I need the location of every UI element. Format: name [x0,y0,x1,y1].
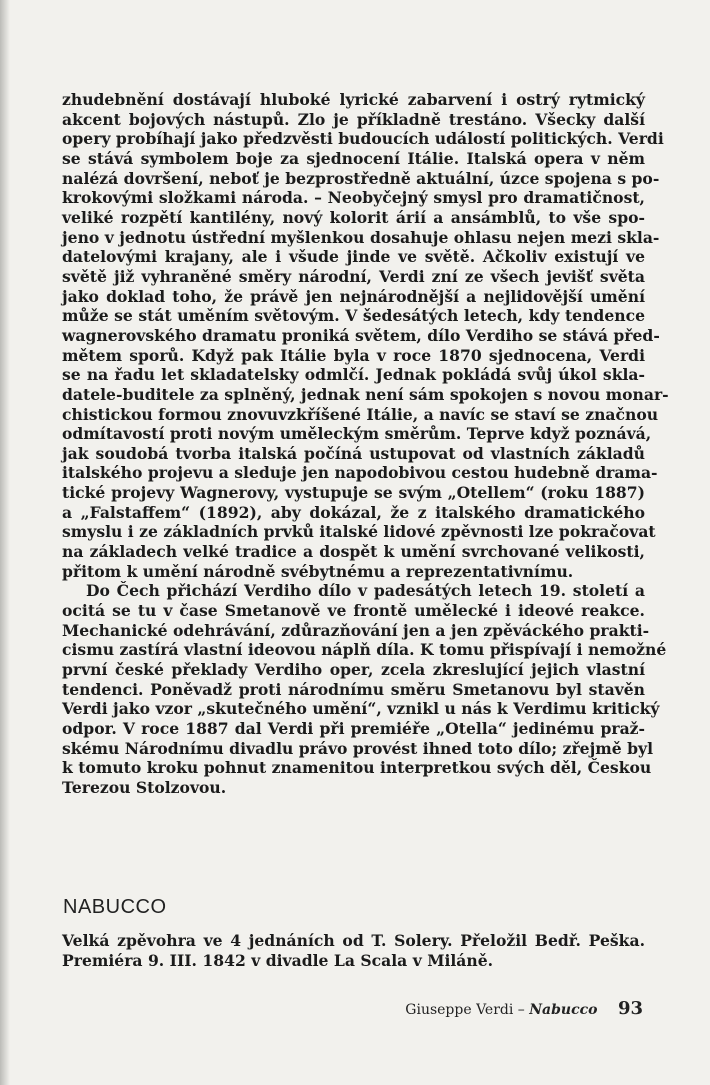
text-line: cismu zastírá vlastní ideovou náplň díla. K tomu přispívají i nemožné [62,640,667,660]
work-info-line: Premiéra 9. III. 1842 v divadle La Scala v Miláně. [62,951,494,970]
text-line: krokovými složkami národa. – Neobyčejný smysl pro dramatičnost, [62,188,645,208]
footer-separator: – [517,1002,525,1018]
text-line: zhudebnění dostávají hluboké lyrické zabarvení i ostrý rytmický [62,90,645,109]
text-line: datele-buditele za splněný, jednak není sám spokojen s novou monar- [62,384,669,404]
text-line: odpor. V roce 1887 dal Verdi při premiéře „Otella“ jedinému praž- [62,719,645,738]
text-line: tické projevy Wagnerovy, vystupuje se svým „Otellem“ (roku 1887) [62,483,645,503]
text-line: Mechanické odehrávání, zdůrazňování jen a jen zpěváckého prakti- [62,620,650,640]
text-line: ocitá se tu v čase Smetanově ve frontě umělecké i ideové reakce. [62,601,645,621]
text-line: na základech velké tradice a dospět k umění svrchované velikosti, [62,542,645,562]
work-info-line: Velká zpěvohra ve 4 jednáních od T. Solery. Přeložil Bedř. Peška. [62,931,645,950]
text-line: smyslu i ze základních prvků italské lidové zpěvnosti lze pokračovat [62,522,656,542]
text-line: Verdi jako vzor „skutečného umění“, vznikl u nás k Verdimu kritický [62,699,660,719]
section-title: NABUCCO [63,896,167,918]
text-line: k tomuto kroku pohnut znamenitou interpretkou svých děl, Českou [62,758,652,778]
text-line: a „Falstaffem“ (1892), aby dokázal, že z italského dramatického [62,502,645,522]
text-line: se na řadu let skladatelsky odmlčí. Jednak pokládá svůj úkol skla- [62,365,645,385]
text-line: první české překlady Verdiho oper, zcela zkreslující jejich vlastní [62,660,645,680]
text-line: datelovými krajany, ale i všude jinde ve světě. Ačkoliv existují ve [62,247,645,267]
text-line: jeno v jednotu ústřední myšlenkou dosahuje ohlasu nejen mezi skla- [62,227,660,247]
text-line: wagnerovského dramatu proniká světem, dílo Verdiho se stává před- [62,325,660,345]
footer-author: Giuseppe Verdi [405,1002,514,1018]
text-line: může se stát uměním světovým. V šedesátých letech, kdy tendence [62,306,645,326]
text-line: se stává symbolem boje za sjednocení Itálie. Italská opera v něm [62,148,645,168]
running-footer [405,998,643,1019]
page-number: 93 [617,998,643,1019]
text-line: chistickou formou znovuvzkříšené Itálie, a navíc se staví se značnou [62,404,659,424]
text-line: mětem sporů. Když pak Itálie byla v roce 1870 sjednocena, Verdi [62,345,645,365]
text-line: odmítavostí proti novým uměleckým směrům. Teprve když poznává, [62,424,652,444]
text-line: jako doklad toho, že právě jen nejnárodnější a nejlidovější umění [62,286,645,306]
page-binding-shadow [0,0,10,1085]
text-line: tendenci. Poněvadž proti národnímu směru Smetanovu byl stavěn [62,679,645,699]
text-line: nalézá dovršení, neboť je bezprostředně aktuální, úzce spojena s po- [62,168,660,188]
text-line: skému Národnímu divadlu právo provést ihned toto dílo; zřejmě byl [62,738,653,758]
text-line: Do Čech přichází Verdiho dílo v padesátých letech 19. století a [86,581,645,601]
text-line: přitom k umění národně svébytnému a reprezentativnímu. [62,561,574,581]
footer-work-title: Nabucco [529,1002,598,1018]
text-line: opery probíhají jako předzvěsti budoucích událostí politických. Verdi [62,129,664,149]
text-line: veliké rozpětí kantilény, nový kolorit árií a ansámblů, to vše spo- [62,207,645,227]
text-line: jak soudobá tvorba italská počíná ustupovat od vlastních základů [62,443,645,463]
text-line: italského projevu a sleduje jen napodobivou cestou hudebně drama- [62,463,658,483]
text-line: akcent bojových nástupů. Zlo je příkladně trestáno. Všecky další [62,109,645,129]
body-text [62,90,669,798]
text-line: Terezou Stolzovou. [62,777,227,797]
text-line: světě již vyhraněné směry národní, Verdi zní ze všech jevišť světa [62,266,645,286]
work-info [62,931,645,971]
